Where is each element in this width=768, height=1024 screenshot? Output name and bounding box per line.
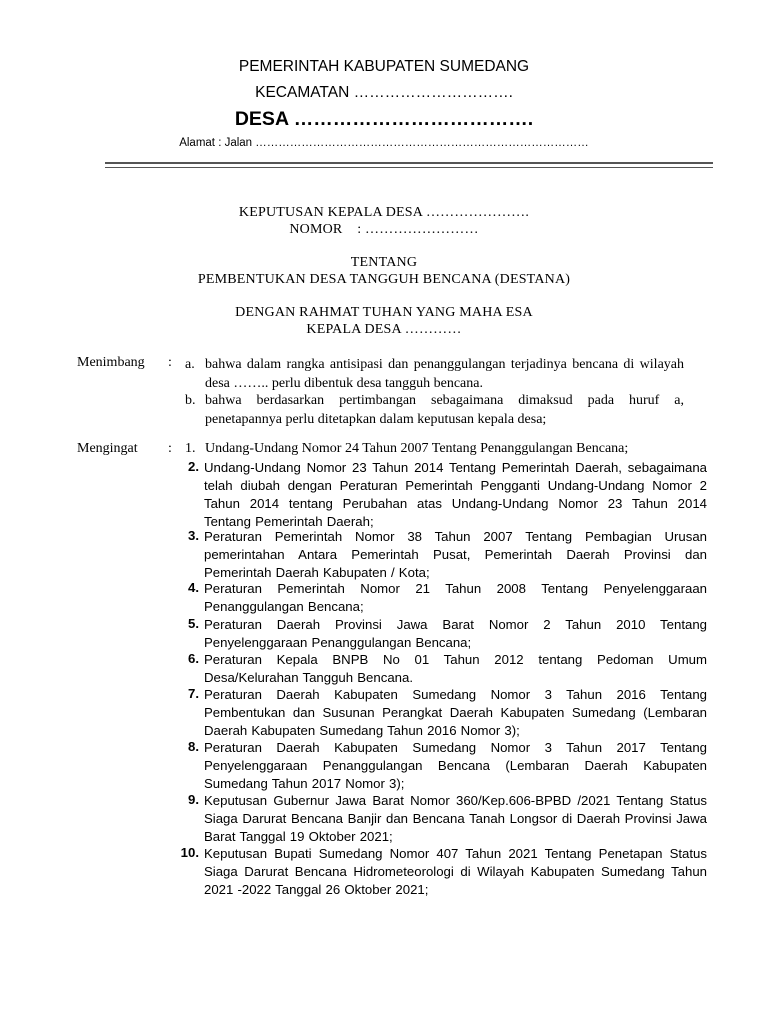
recalling-label: Mengingat bbox=[77, 441, 138, 456]
recalling-item-text: Undang-Undang Nomor 23 Tahun 2014 Tentang Pemerintah Daerah, sebagaimana telah diubah dengan Peraturan Pemerintah Pengganti Undang-Undang Nomor 2 Tahun 2014 tentang Perubahan atas Undang-Undang Nomor 23 Tahun 2014 Tentang Pemerintah Daerah; bbox=[204, 460, 707, 529]
recalling-item-text: Keputusan Bupati Sumedang Nomor 407 Tahun 2021 Tentang Penetapan Status Siaga Darurat Bencana Hidrometeorologi di Wilayah Kabupaten Sumedang Tahun 2021 -2022 Tanggal 26 Oktober 2021; bbox=[204, 846, 707, 897]
considering-colon: : bbox=[168, 355, 172, 370]
considering-item-text: bahwa berdasarkan pertimbangan sebagaimana dimaksud pada huruf a, penetapannya perlu ditetapkan dalam keputusan kepala desa; bbox=[205, 393, 684, 427]
recalling-item-text: Peraturan Daerah Kabupaten Sumedang Nomor 3 Tahun 2017 Tentang Penyelenggaraan Penanggulangan Bencana (Lembaran Daerah Kabupaten Sumedang Tahun 2017 Nomor 3); bbox=[204, 740, 707, 791]
recalling-item-number: 9. bbox=[188, 792, 199, 807]
recalling-item-number: 4. bbox=[188, 580, 199, 595]
recalling-item-text: Peraturan Daerah Kabupaten Sumedang Nomor 3 Tahun 2016 Tentang Pembentukan dan Susunan Perangkat Daerah Kabupaten Sumedang (Lembaran Daerah Kabupaten Sumedang Tahun 2016 Nomor 3); bbox=[204, 687, 707, 738]
letterhead-government: PEMERINTAH KABUPATEN SUMEDANG bbox=[238, 58, 530, 75]
recalling-colon: : bbox=[168, 441, 172, 456]
recalling-item-number: 1. bbox=[185, 441, 196, 456]
decree-about-label: TENTANG bbox=[350, 255, 418, 270]
letterhead-divider-thick bbox=[105, 162, 713, 164]
recalling-item-number: 7. bbox=[188, 686, 199, 701]
recalling-item-number: 2. bbox=[188, 459, 199, 474]
recalling-item-number: 3. bbox=[188, 528, 199, 543]
recalling-item-text: Peraturan Pemerintah Nomor 21 Tahun 2008 Tentang Penyelenggaraan Penanggulangan Bencana; bbox=[204, 581, 707, 614]
considering-item-mark: a. bbox=[185, 357, 195, 372]
decree-grace: DENGAN RAHMAT TUHAN YANG MAHA ESA bbox=[235, 305, 533, 320]
considering-item bbox=[177, 391, 684, 429]
recalling-item-text: Undang-Undang Nomor 24 Tahun 2007 Tentang Penanggulangan Bencana; bbox=[205, 441, 629, 456]
considering-item-mark: b. bbox=[185, 393, 196, 408]
recalling-item-number: 10. bbox=[180, 845, 199, 860]
considering-item-text: bahwa dalam rangka antisipasi dan penanggulangan terjadinya bencana di wilayah desa …….. perlu dibentuk desa tangguh bencana. bbox=[205, 357, 684, 391]
recalling-item-text: Keputusan Gubernur Jawa Barat Nomor 360/Kep.606-BPBD /2021 Tentang Status Siaga Darurat Bencana Banjir dan Bencana Tanah Longsor di Daerah Provinsi Jawa Barat Tanggal 19 Oktober 2021; bbox=[204, 793, 707, 844]
recalling-item-number: 8. bbox=[188, 739, 199, 754]
recalling-item-number: 6. bbox=[188, 651, 199, 666]
recalling-item-text: Peraturan Daerah Provinsi Jawa Barat Nomor 2 Tahun 2010 Tentang Penyelenggaraan Penanggulangan Bencana; bbox=[204, 617, 707, 650]
decree-subject: PEMBENTUKAN DESA TANGGUH BENCANA (DESTANA) bbox=[197, 272, 571, 287]
recalling-item-number: 5. bbox=[188, 616, 199, 631]
letterhead-district: KECAMATAN …………………………. bbox=[255, 84, 513, 101]
decree-title: KEPUTUSAN KEPALA DESA …………………. bbox=[238, 205, 530, 220]
decree-head: KEPALA DESA ………… bbox=[306, 322, 462, 337]
letterhead-village: DESA ………………………………. bbox=[234, 108, 534, 130]
recalling-item-text: Peraturan Kepala BNPB No 01 Tahun 2012 tentang Pedoman Umum Desa/Kelurahan Tangguh Bencana. bbox=[204, 652, 707, 685]
letterhead-divider-thin bbox=[105, 167, 713, 168]
considering-label: Menimbang bbox=[77, 355, 145, 370]
recalling-item-text: Peraturan Pemerintah Nomor 38 Tahun 2007 Tentang Pembagian Urusan pemerintahan Antara Pemerintah Pusat, Pemerintah Daerah Provinsi dan Pemerintah Daerah Kabupaten / Kota; bbox=[204, 529, 707, 580]
letterhead-address: Alamat : Jalan …………………………………………………………………………… bbox=[179, 137, 589, 149]
considering-item bbox=[177, 355, 684, 393]
decree-number: NOMOR : …………………… bbox=[289, 222, 479, 237]
